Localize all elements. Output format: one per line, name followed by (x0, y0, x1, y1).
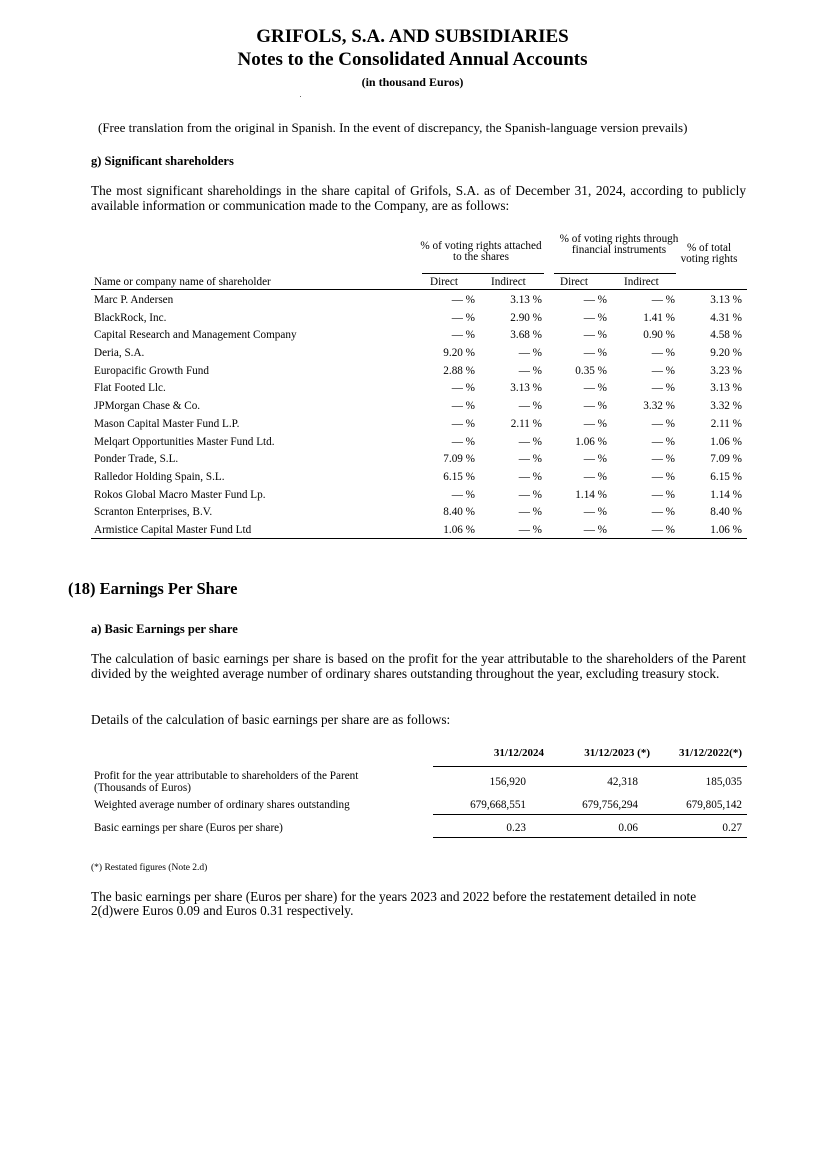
cell-direct-shares: — % (451, 382, 475, 395)
table-row (91, 434, 747, 452)
cell-direct-instruments: 1.14 % (575, 488, 607, 501)
shareholder-name: Ralledor Holding Spain, S.L. (94, 470, 225, 483)
cell-direct-instruments: — % (583, 506, 607, 519)
shareholder-name: Armistice Capital Master Fund Ltd (94, 523, 252, 536)
shareholder-name: BlackRock, Inc. (94, 311, 167, 324)
shareholder-name: Mason Capital Master Fund L.P. (94, 417, 240, 430)
cell-direct-shares: — % (451, 294, 475, 306)
cell-indirect-instruments: — % (651, 506, 675, 519)
cell-indirect-instruments: — % (651, 382, 675, 395)
table-row (91, 327, 747, 345)
table-row (91, 504, 747, 522)
cell-direct-shares: — % (451, 329, 475, 342)
column-header-indirect-2: Indirect (624, 276, 659, 288)
section-a-heading: a) Basic Earnings per share (91, 622, 238, 636)
cell-direct-shares: — % (451, 400, 475, 413)
eps-row-basic-label: Basic earnings per share (Euros per share) (94, 822, 283, 834)
cell-direct-instruments: — % (583, 311, 607, 324)
cell-indirect-shares: 3.68 % (510, 329, 542, 342)
eps-header-2023: 31/12/2023 (*) (584, 747, 650, 759)
eps-row-shares-2022: 679,805,142 (686, 799, 742, 811)
cell-total-voting: 7.09 % (710, 453, 742, 466)
table-row (91, 380, 747, 398)
cell-direct-instruments: — % (583, 347, 607, 360)
cell-indirect-shares: — % (518, 400, 542, 413)
cell-direct-shares: 7.09 % (443, 453, 475, 466)
cell-indirect-shares: 2.90 % (510, 311, 542, 324)
table-row (91, 522, 747, 540)
table-row (91, 398, 747, 416)
group-header-attached: % of voting rights attached to the shares (420, 240, 542, 263)
header-rule (91, 289, 747, 290)
table-row (91, 469, 747, 487)
eps-row-profit-2024: 156,920 (489, 776, 526, 788)
cell-direct-instruments: 1.06 % (575, 435, 607, 448)
cell-indirect-shares: — % (518, 488, 542, 501)
shareholder-name: Ponder Trade, S.L. (94, 453, 179, 466)
table-bottom-rule (91, 538, 747, 539)
cell-indirect-instruments: 1.41 % (643, 311, 675, 324)
cell-total-voting: 6.15 % (710, 470, 742, 483)
cell-direct-instruments: — % (583, 470, 607, 483)
cell-total-voting: 4.58 % (710, 329, 742, 342)
shareholder-name: JPMorgan Chase & Co. (94, 400, 201, 413)
section-g-intro: The most significant shareholdings in the share capital of Grifols, S.A. as of December 31, 2024, according to publicly available information or communication made to the Company, are as follows: (91, 183, 746, 213)
cell-direct-instruments: — % (583, 382, 607, 395)
shareholder-name: Marc P. Andersen (94, 294, 174, 306)
eps-row-shares-label: Weighted average number of ordinary shares outstanding (94, 799, 350, 811)
cell-indirect-instruments: — % (651, 347, 675, 360)
cell-indirect-shares: 3.13 % (510, 382, 542, 395)
eps-paragraph-1: The calculation of basic earnings per share is based on the profit for the year attributable to the shareholders of the Parent divided by the weighted average number of ordinary shares outstanding throughout the year, excluding treasury stock. (91, 651, 746, 681)
cell-indirect-instruments: — % (651, 453, 675, 466)
cell-direct-shares: 1.06 % (443, 523, 475, 536)
cell-indirect-instruments: — % (651, 294, 675, 306)
cell-direct-instruments: — % (583, 329, 607, 342)
column-header-direct-2: Direct (560, 276, 588, 288)
eps-mid-rule (433, 814, 747, 815)
cell-total-voting: 9.20 % (710, 347, 742, 360)
group-header-total: % of total voting rights (680, 242, 738, 265)
table-row (91, 292, 747, 310)
cell-direct-shares: — % (451, 488, 475, 501)
cell-total-voting: 3.32 % (710, 400, 742, 413)
cell-indirect-instruments: — % (651, 364, 675, 377)
cell-total-voting: 3.13 % (710, 382, 742, 395)
eps-row-shares-2024: 679,668,551 (470, 799, 526, 811)
cell-indirect-instruments: — % (651, 470, 675, 483)
eps-row-profit-label: Profit for the year attributable to shareholders of the Parent (Thousands of Euros) (94, 770, 359, 794)
company-title: GRIFOLS, S.A. AND SUBSIDIARIES (256, 26, 569, 47)
eps-row-basic-2022: 0.27 (722, 822, 742, 834)
shareholder-name: Europacific Growth Fund (94, 364, 209, 377)
cell-indirect-shares: 3.13 % (510, 294, 542, 306)
cell-indirect-instruments: — % (651, 417, 675, 430)
shareholder-name: Capital Research and Management Company (94, 329, 297, 342)
cell-indirect-shares: — % (518, 364, 542, 377)
cell-direct-shares: 9.20 % (443, 347, 475, 360)
shareholder-rows (91, 292, 747, 540)
cell-indirect-instruments: 0.90 % (643, 329, 675, 342)
eps-header-2024: 31/12/2024 (493, 747, 544, 759)
closing-paragraph: The basic earnings per share (Euros per share) for the years 2023 and 2022 before the restatement detailed in note 2(d)were Euros 0.09 and Euros 0.31 respectively. (91, 889, 697, 918)
section-g-heading: g) Significant shareholders (91, 154, 234, 168)
cell-total-voting: 8.40 % (710, 506, 742, 519)
cell-total-voting: 2.11 % (710, 417, 742, 430)
cell-direct-instruments: — % (583, 453, 607, 466)
cell-indirect-shares: 2.11 % (510, 417, 542, 430)
cell-direct-shares: 8.40 % (443, 506, 475, 519)
cell-direct-shares: 2.88 % (443, 364, 475, 377)
cell-indirect-shares: — % (518, 453, 542, 466)
group-underline-financial (554, 273, 676, 274)
shareholder-name: Rokos Global Macro Master Fund Lp. (94, 488, 266, 501)
table-row (91, 363, 747, 381)
cell-indirect-instruments: — % (651, 435, 675, 448)
page-dot-mark (300, 96, 301, 97)
shareholder-name: Flat Footed Llc. (94, 382, 166, 395)
eps-bottom-rule (433, 837, 747, 838)
cell-direct-shares: — % (451, 435, 475, 448)
restated-footnote: (*) Restated figures (Note 2.d) (91, 863, 208, 873)
shareholder-name: Deria, S.A. (94, 347, 145, 360)
table-row (91, 310, 747, 328)
cell-indirect-shares: — % (518, 435, 542, 448)
cell-direct-shares: 6.15 % (443, 470, 475, 483)
eps-row-shares-2023: 679,756,294 (582, 799, 638, 811)
eps-row-profit-2023: 42,318 (607, 776, 638, 788)
eps-header-rule (433, 766, 747, 767)
document-title: Notes to the Consolidated Annual Accounts (237, 49, 588, 70)
cell-direct-instruments: — % (583, 523, 607, 536)
eps-header-2022: 31/12/2022(*) (679, 747, 742, 759)
column-header-direct-1: Direct (430, 276, 458, 288)
translation-note: (Free translation from the original in Spanish. In the event of discrepancy, the Spanish-language version prevails) (98, 120, 688, 135)
table-row (91, 416, 747, 434)
cell-direct-shares: — % (451, 311, 475, 324)
section-18-heading: (18) Earnings Per Share (68, 579, 238, 598)
unit-note: (in thousand Euros) (361, 75, 464, 89)
cell-total-voting: 1.06 % (710, 523, 742, 536)
shareholder-name: Melqart Opportunities Master Fund Ltd. (94, 435, 275, 448)
cell-total-voting: 3.23 % (710, 364, 742, 377)
eps-row-basic-2023: 0.06 (618, 822, 638, 834)
cell-indirect-shares: — % (518, 347, 542, 360)
cell-total-voting: 1.14 % (710, 488, 742, 501)
cell-indirect-instruments: 3.32 % (643, 400, 675, 413)
column-header-name: Name or company name of shareholder (94, 276, 271, 288)
shareholder-name: Scranton Enterprises, B.V. (94, 506, 213, 519)
cell-indirect-shares: — % (518, 523, 542, 536)
table-row (91, 487, 747, 505)
eps-row-profit-2022: 185,035 (705, 776, 742, 788)
cell-total-voting: 3.13 % (710, 294, 742, 306)
cell-total-voting: 1.06 % (710, 435, 742, 448)
cell-direct-instruments: — % (583, 400, 607, 413)
cell-indirect-shares: — % (518, 470, 542, 483)
cell-direct-instruments: 0.35 % (575, 364, 607, 377)
cell-indirect-instruments: — % (651, 523, 675, 536)
table-row (91, 451, 747, 469)
cell-indirect-shares: — % (518, 506, 542, 519)
cell-direct-shares: — % (451, 417, 475, 430)
group-underline-attached (422, 273, 544, 274)
cell-total-voting: 4.31 % (710, 311, 742, 324)
cell-direct-instruments: — % (583, 417, 607, 430)
group-header-financial: % of voting rights through financial instruments (559, 233, 679, 256)
eps-row-basic-2024: 0.23 (506, 822, 526, 834)
column-header-indirect-1: Indirect (491, 276, 526, 288)
eps-paragraph-2: Details of the calculation of basic earnings per share are as follows: (91, 712, 451, 727)
cell-indirect-instruments: — % (651, 488, 675, 501)
cell-direct-instruments: — % (583, 294, 607, 306)
table-row (91, 345, 747, 363)
